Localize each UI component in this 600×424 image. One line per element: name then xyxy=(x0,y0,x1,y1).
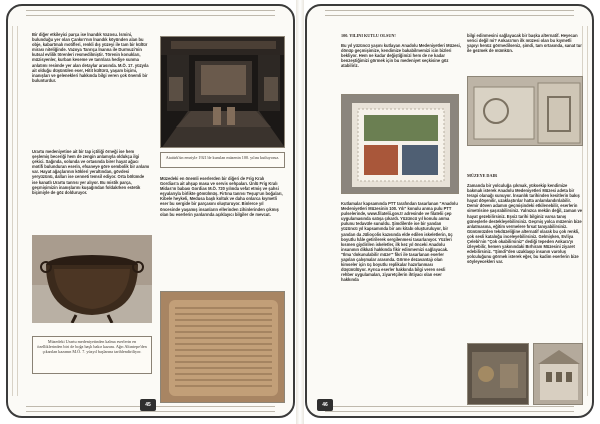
museum-hall-photo xyxy=(160,36,285,148)
clay-tablet-photo xyxy=(160,291,285,403)
bronze-cauldron-photo xyxy=(32,235,152,323)
caption-bottom: Müzedeki Urartu medeniyetinden kalma eserlerin en özelliklerinden biri de boğa başlı bakır kazanı. Ağrı Altıntepe'den çıkarılan kazanın M.Ö. 7. yüzyıl başlarına tarihlendiriliyor. xyxy=(32,336,152,374)
ornament-border-bottom xyxy=(325,406,574,412)
ornament-border-top xyxy=(26,10,275,16)
stone-relief-photo xyxy=(467,76,583,146)
right-col1-paragraph-a: Bu yıl yüzüncü yaşını kutlayan Anadolu Medeniyetleri Müzesi, dönüp geçmişimize, kendimize bakabilmemizi icin bizleri bekliyor. Hem ne kadar değiştiğimizi hem de ne kadar benzeştiğimizi görmek için bu medeniyet seçkisine göz atabiliriz. xyxy=(341,43,461,69)
page-number-left: 45 xyxy=(140,399,156,411)
museum-building-photo xyxy=(533,343,583,405)
right-page xyxy=(305,4,594,418)
artifact-shelf-photo xyxy=(467,343,529,405)
right-col2-paragraph-a: bilgi edinmesini sağlayacak bir başka alternatif. Heyecan verici değil mi? Ankara'nın ilk müzesi olan bu kıymetli yapıyı henüz görmedilseniz, şimdi, tam ortasında, sanat tur ile gezmek de mümkün. xyxy=(467,33,582,54)
right-col2-paragraph-b: Zamanda bir yolculuğa çıkmak, yüksekip kendimize bakmak isterek Anadolu Medeniyetleri Müzesi adeta bir terapi olanağı sunuyor. İnsanlık tarihinden kesitlerin bakış hayat döşenilir, uzaklaştırılar hatta anlamlandırılabilir. Demir döven adamın geçmişindeki etkilenebilir, eserlerin simetrisine şaşırabilirsiniz. Yalnızca mekân değil, zaman ve hayat gezebilirsiniz. Eşsiz tarihi bilginiz varsa tanış güneşlerle destekleyebilirsiniz. Geçmiş yolca müzenin bize anlatmasına, eğitim vermelere fırsat tanıyabilirsiniz. Günümüzden tekdüzeliğine alternatif olarak bu çok renkli, çok sesli kataloğu inceleyebilirsiniz. Gelmişken, Evliya Çelebi'nin "Çok okabilirsiniz" dediği tepeden Ankara'yı izleyebilir, hemen yakınındaki Bırhiram Müzesini ziyaret edebilirsiniz. "Şimdi"den uzaklaşıp insanın varoluş yolculuğunu görmek isterek eğer, bu kadim eserlerin bize söyleyecekleri var. xyxy=(467,183,583,265)
caption-top: Atatürk'ün emriyle 1921'de kurulan müzenin 100. yılını kutluyoruz. xyxy=(160,152,285,168)
left-col2-paragraph: Müzedeki en önemli eserlerden bir diğeri de Frig Kralı Gordias'a ait ahşap masa ve servis sehpaları. Ünlü Frig Kralı Midas'ın babası Gordias M.Ö. 720 yılında vefat etmiş ve şahsi eşyalarıyla birlikte gömülmüş. Firtına tanrısı Teşup'un boğaları, Kibele heykeli, Medusa başlı koltuk ve daha onlarca kıymetli eser bu sergide bir parçasını oluşturuyor. Binlerce yıl öncesinde yaşamış insanların ellerinden zihinlerinden çıkmış olan bu eserlerin yanlarında açıklayıcı bilgiler de mevcut. xyxy=(160,176,283,217)
left-page xyxy=(6,4,295,418)
left-col1-paragraph-a: Bir diğer etkileyici parça ise İnandık Vazosu. İsmini, bulunduğu yer olan Çankırı'nın İnandık köyünden alan bu obje, kabartmalı motifleri, renkli dış yüzeyi ile tam bir kültür mirası niteliğinde. Vazoya Tanrıça İnanna ile Durmuzi'nin kutsal evlilik törenleri resmedilmiştir. Törenin konukları, müzisyenler, kurban keseme ve tanrılara hediye sunma anlatımı resimde yer alan detaylar arasında. M.Ö. 17. yüzyıla ait olduğu düşünülen eser, Hitit kültürü, yaşam biçimi, inanışları ve gelenekleri hakkında bilgi veren çok önemli bir bulunturdur. xyxy=(32,32,149,83)
right-col1-paragraph-b: Kutlamalar kapsamında PTT tarafından tasarlanan "Anadolu Medeniyetleri Müzesinin 100. Yılı" konulu anma pulu PTT pulselerinde, www.filatelii.gov.tr adresinde ve filatelii çep uygulamasında satışa çıkardı. Yüzüncü yıl konulu anma pulunu tedavüle sunuldu. Şimdilerde ise bir yandan yüzüncü yıl kapsamında bir anı kitabı oluşturuluyor, bir yandan da Jülioçolis kazısında elde edilen iskeletlerin, üç boyutlu hâle getirilerek sergilenmesi tasarlanıyor. Yüzleri kısmen giydirilen iskeletler, ilk kez yıl önceki Anadolu insanının dikkati hakkında fikir edinmemizi sağlayacak. "Ilma 'dokunulabilir müze'" fikri ile tasarlanan eserler yapılan çalışmalar arasında. Görme dezavantajı olan kimseler için üç boyutlu replikalar hazırlanması düşünülüyor. Ayrıca eserler hakkında bilgi veren sesli rehber uygulamaları, ziyaretçilerin ihtiyacı olan eser hakkında xyxy=(341,201,458,283)
ornament-border-side xyxy=(12,26,18,396)
ornament-border-top xyxy=(325,10,574,16)
page-number-right: 46 xyxy=(317,399,333,411)
spread-gutter xyxy=(296,0,304,424)
heading-museum: MÜZEYE DAIR xyxy=(467,173,498,178)
postage-stamp-photo xyxy=(341,94,459,194)
left-col1-paragraph-b: Urartu medeniyetine ait bir tap içtiliği örneği ise hem şeşlemiş beceriği hem de zengin anlamıyla oldukça ilgi çekici. Sağında, solunda ve ortasında birer hayat ağacı motifi bulunduran eserin, efsaneye göre sembolik bir anlamı var. Hayat ağaçlarının kökleri yeraltından, gövdesi yeryüzünü, dalları ise cenneti temsil ediyor. Orta bölümde ise kanatlı Urartu tanrısı yer alıyor. Bu mistik parça, geçmişimizin inanışlarını kuşağından foldakrken estetik biçimiyle de göz dolduruyor. xyxy=(32,149,150,195)
heading-anniversary: 100. YILINI KUTLU OLSUN! xyxy=(341,33,396,38)
